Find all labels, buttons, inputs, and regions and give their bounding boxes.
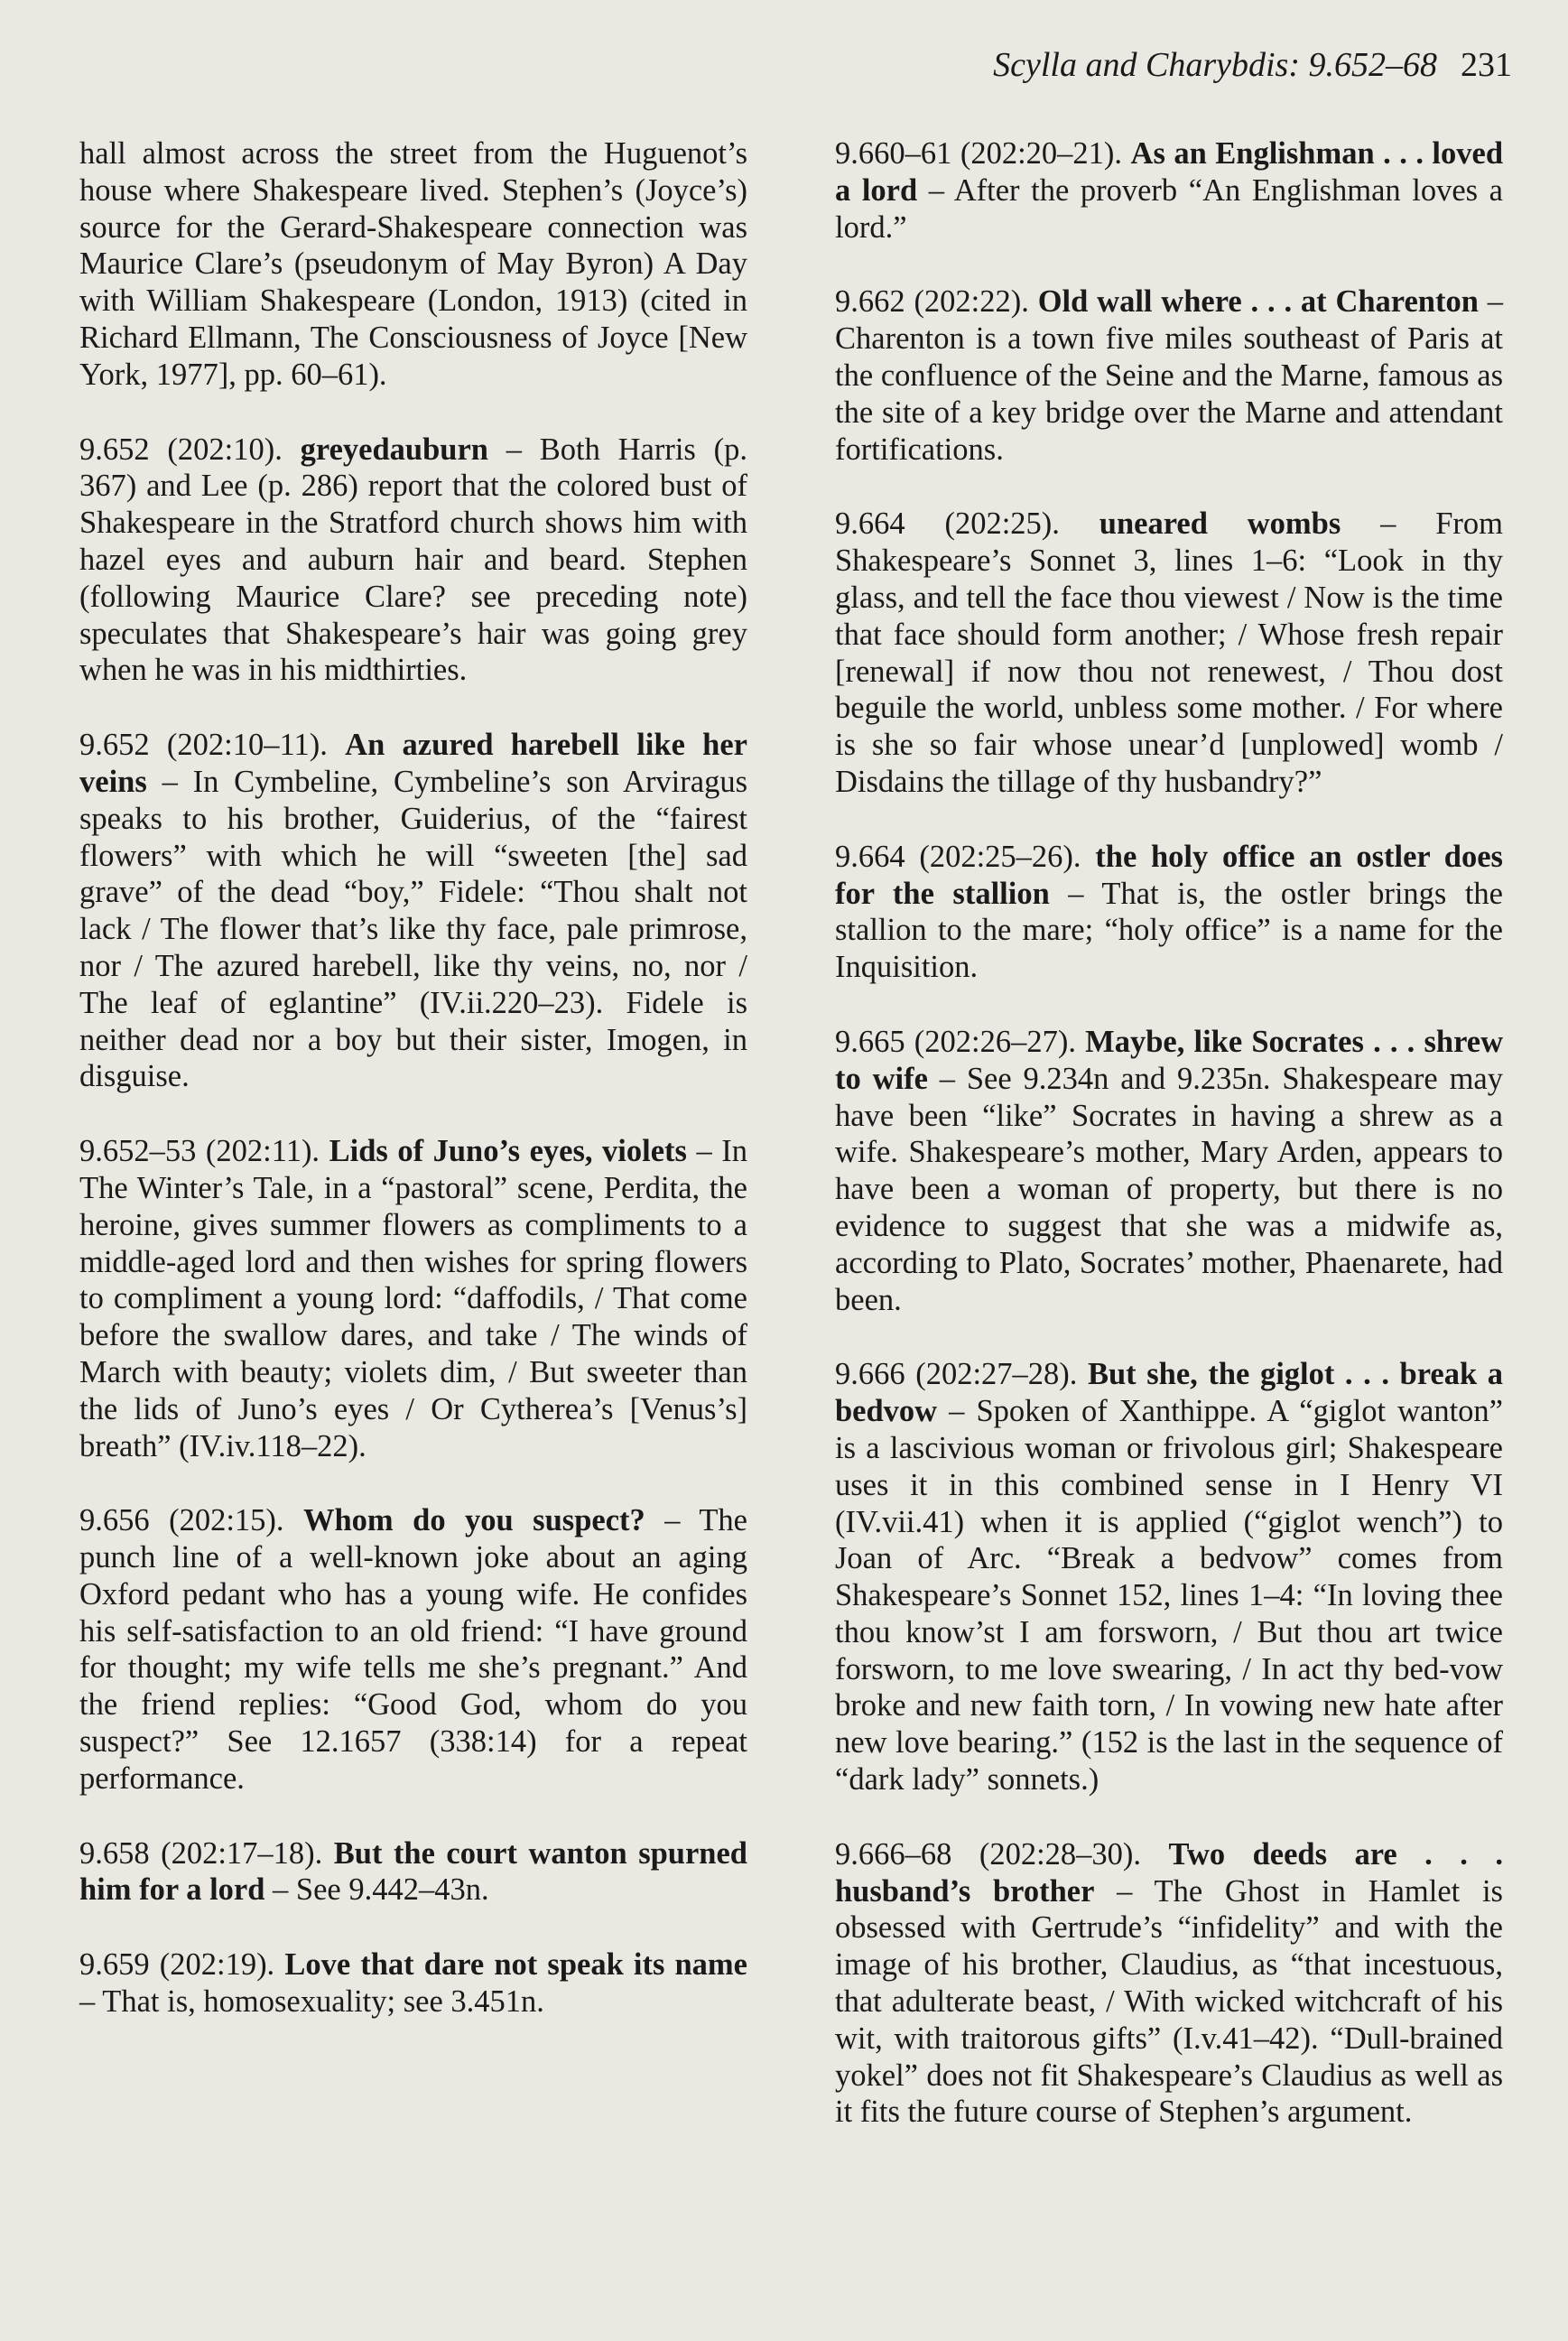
note-lemma: greyedauburn <box>300 432 488 467</box>
note-entry: 9.665 (202:26–27). Maybe, like Socrates . . . shrew to wife – See 9.234n and 9.235n. Shakespeare may have been “like” Socrates in having a shrew as a wife. Shakespeare’s mother, Mary Arden, appears to have been a woman of property, but there is no evidence to suggest that she was a midwife as, according to Plato, Socrates’ mother, Phaenarete, had been. <box>835 1024 1503 1317</box>
right-column <box>835 135 1503 2169</box>
note-entry: 9.659 (202:19). Love that dare not speak its name – That is, homosexuality; see 3.451n. <box>79 1947 747 2020</box>
note-lemma: But she, the giglot . . . break a bedvow <box>835 1357 1503 1429</box>
note-ref: 9.652 (202:10–11). <box>79 728 328 763</box>
note-entry: 9.652–53 (202:11). Lids of Juno’s eyes, violets – In The Winter’s Tale, in a “pastoral” scene, Perdita, the heroine, gives summer flowers as compliments to a middle-aged lord and then wishes for spring flowers to compliment a young lord: “daffodils, / That come before the swallow dares, and take / The winds of March with beauty; violets dim, / But sweeter than the lids of Juno’s eyes / Or Cytherea’s [Venus’s] breath” (IV.iv.118–22). <box>79 1134 748 1463</box>
note-text: That is, homosexuality; see 3.451n. <box>102 1984 544 2020</box>
note-lemma: An azured harebell like her veins <box>79 728 747 799</box>
note-text: From Shakespeare’s Sonnet 3, lines 1–6: “Look in thy glass, and tell the face thou viewest / Now is the time that face should form another; / Whose fresh repair [renewal] if now thou not renewest, / Thou dost beguile the world, unbless some mother. / For where is she so fair whose unear’d [unplowed] womb / Disdains the tillage of thy husbandry?” <box>835 506 1503 799</box>
note-lemma: uneared wombs <box>1099 506 1341 542</box>
note-ref: 9.652–53 (202:11). <box>79 1134 320 1169</box>
note-lemma: Old wall where . . . at Charenton <box>1037 284 1479 320</box>
note-ref: 9.656 (202:15). <box>79 1503 284 1538</box>
note-ref: 9.664 (202:25). <box>835 506 1060 542</box>
note-entry: 9.664 (202:25–26). the holy office an ostler does for the stallion – That is, the ostler brings the stallion to the mare; “holy office” is a name for the Inquisition. <box>835 839 1503 985</box>
note-ref: 9.665 (202:26–27). <box>835 1024 1076 1059</box>
note-ref: 9.666 (202:27–28). <box>835 1357 1078 1392</box>
note-lemma: As an Englishman . . . loved a lord <box>835 136 1504 208</box>
note-ref: 9.652 (202:10). <box>79 432 283 467</box>
note-ref: 9.662 (202:22). <box>835 284 1029 320</box>
note-entry: 9.652 (202:10–11). An azured harebell like her veins – In Cymbeline, Cymbeline’s son Arviragus speaks to his brother, Guiderius, of the “fairest flowers” with which he will “sweeten [the] sad grave” of the dead “boy,” Fidele: “Thou shalt not lack / The flower that’s like thy face, pale primrose, nor / The azured harebell, like thy veins, no, nor / The leaf of eglantine” (IV.ii.220–23). Fidele is neither dead nor a boy but their sister, Imogen, in disguise. <box>79 728 747 1094</box>
note-entry: 9.664 (202:25). uneared wombs – From Shakespeare’s Sonnet 3, lines 1–6: “Look in thy glass, and tell the face thou viewest / Now is the time that face should form another; / Whose fresh repair [renewal] if now thou not renewest, / Thou dost beguile the world, unbless some mother. / For where is she so fair whose unear’d [unplowed] womb / Disdains the tillage of thy husbandry?” <box>835 506 1503 799</box>
note-text: Charenton is a town five miles southeast of Paris at the confluence of the Seine and the Marne, famous as the site of a key bridge over the Marne and attendant fortifications. <box>835 321 1503 467</box>
note-ref: 9.659 (202:19). <box>79 1947 275 1983</box>
note-text: In Cymbeline, Cymbeline’s son Arviragus speaks to his brother, Guiderius, of the “fairest flowers” with which he will “sweeten [the] sad grave” of the dead “boy,” Fidele: “Thou shalt not lack / The flower that’s like thy face, pale primrose, nor / The azured harebell, like thy veins, no, nor / The leaf of eglantine” (IV.ii.220–23). Fidele is neither dead nor a boy but their sister, Imogen, in disguise. <box>79 764 747 1094</box>
note-entry: 9.666–68 (202:28–30). Two deeds are . . . husband’s brother – The Ghost in Hamlet is obsessed with Gertrude’s “infidelity” and with the image of his brother, Claudius, as “that incestuous, that adulterate beast, / With wicked witchcraft of his wit, with traitorous gifts” (I.v.41–42). “Dull-brained yokel” does not fit Shakespeare’s Claudius as well as it fits the future course of Stephen’s argument. <box>835 1836 1503 2130</box>
note-text: The punch line of a well-known joke about an aging Oxford pedant who has a young wife. He confides his self-satisfaction to an old friend: “I have ground for thought; my wife tells me she’s pregnant.” And the friend replies: “Good God, whom do you suspect?” See 12.1657 (338:14) for a repeat performance. <box>79 1503 747 1796</box>
note-entry: 9.656 (202:15). Whom do you suspect? – The punch line of a well-known joke about an aging Oxford pedant who has a young wife. He confides his self-satisfaction to an old friend: “I have ground for thought; my wife tells me she’s pregnant.” And the friend replies: “Good God, whom do you suspect?” See 12.1657 (338:14) for a repeat performance. <box>79 1503 747 1796</box>
note-ref: 9.664 (202:25–26). <box>835 839 1081 874</box>
running-header <box>952 45 1512 85</box>
note-entry: 9.660–61 (202:20–21). As an Englishman . . . loved a lord – After the proverb “An Englishman loves a lord.” <box>835 136 1504 245</box>
note-text: After the proverb “An Englishman loves a lord.” <box>835 172 1503 245</box>
note-text: That is, the ostler brings the stallion to the mare; “holy office” is a name for the Inquisition. <box>835 876 1503 985</box>
note-entry: 9.652 (202:10). greyedauburn – Both Harris (p. 367) and Lee (p. 286) report that the colored bust of Shakespeare in the Stratford church shows him with hazel eyes and auburn hair and beard. Stephen (following Maurice Clare? see preceding note) speculates that Shakespeare’s hair was going grey when he was in his midthirties. <box>79 432 747 688</box>
note-text: Spoken of Xanthippe. A “giglot wanton” is a lascivious woman or frivolous girl; Shakespeare uses it in this combined sense in I Henry VI (IV.vii.41) when it is applied (“giglot wench”) to Joan of Arc. “Break a bedvow” comes from Shakespeare’s Sonnet 152, lines 1–4: “In loving thee thou know’st I am forsworn, / But thou art twice forsworn, to me love swearing, / In act thy bed-vow broke and new faith torn, / In vowing new hate after new love bearing.” (152 is the last in the sequence of “dark lady” sonnets.) <box>835 1394 1503 1798</box>
left-column <box>79 135 747 2058</box>
note-text: The Ghost in Hamlet is obsessed with Gertrude’s “infidelity” and with the image of his brother, Claudius, as “that incestuous, that adulterate beast, / With wicked witchcraft of his wit, with traitorous gifts” (I.v.41–42). “Dull-brained yokel” does not fit Shakespeare’s Claudius as well as it fits the future course of Stephen’s argument. <box>835 1873 1503 2130</box>
page-number: 231 <box>1461 46 1512 84</box>
note-text: Both Harris (p. 367) and Lee (p. 286) report that the colored bust of Shakespeare in the Stratford church shows him with hazel eyes and auburn hair and beard. Stephen (following Maurice Clare? see preceding note) speculates that Shakespeare’s hair was going grey when he was in his midthirties. <box>79 432 747 688</box>
note-lemma: Two deeds are . . . husband’s brother <box>835 1836 1503 1909</box>
note-lemma: Whom do you suspect? <box>303 1503 645 1538</box>
note-text: See 9.442–43n. <box>295 1872 489 1908</box>
note-lemma: the holy office an ostler does for the stallion <box>835 839 1503 911</box>
note-text: hall almost across the street from the Huguenot’s house where Shakespeare lived. Stephen’s (Joyce’s) source for the Gerard-Shakespeare connection was Maurice Clare’s (pseudonym of May Byron) A Day with William Shakespeare (London, 1913) (cited in Richard Ellmann, The Consciousness of Joyce [New York, 1977], pp. 60–61). <box>79 136 747 392</box>
note-entry: 9.658 (202:17–18). But the court wanton spurned him for a lord – See 9.442–43n. <box>79 1835 747 1908</box>
note-entry: 9.662 (202:22). Old wall where . . . at Charenton – Charenton is a town five miles southeast of Paris at the confluence of the Seine and the Marne, famous as the site of a key bridge over the Marne and attendant fortifications. <box>835 284 1503 467</box>
note-entry: 9.666 (202:27–28). But she, the giglot . . . break a bedvow – Spoken of Xanthippe. A “giglot wanton” is a lascivious woman or frivolous girl; Shakespeare uses it in this combined sense in I Henry VI (IV.vii.41) when it is applied (“giglot wench”) to Joan of Arc. “Break a bedvow” comes from Shakespeare’s Sonnet 152, lines 1–4: “In loving thee thou know’st I am forsworn, / But thou art twice forsworn, to me love swearing, / In act thy bed-vow broke and new faith torn, / In vowing new hate after new love bearing.” (152 is the last in the sequence of “dark lady” sonnets.) <box>835 1357 1503 1798</box>
note-lemma: Love that dare not speak its name <box>284 1947 747 1983</box>
note-entry <box>79 135 747 394</box>
note-text: See 9.234n and 9.235n. Shakespeare may have been “like” Socrates in having a shrew as a wife. Shakespeare’s mother, Mary Arden, appears to have been a woman of property, but there is no evidence to suggest that she was a midwife as, according to Plato, Socrates’ mother, Phaenarete, had been. <box>835 1061 1503 1317</box>
note-text: In The Winter’s Tale, in a “pastoral” scene, Perdita, the heroine, gives summer flowers as compliments to a middle-aged lord and then wishes for spring flowers to compliment a young lord: “daffodils, / That come before the swallow dares, and take / The winds of March with beauty; violets dim, / But sweeter than the lids of Juno’s eyes / Or Cytherea’s [Venus’s] breath” (IV.iv.118–22). <box>79 1134 748 1463</box>
note-lemma: Lids of Juno’s eyes, violets <box>329 1134 687 1169</box>
note-ref: 9.660–61 (202:20–21). <box>835 136 1123 171</box>
note-ref: 9.658 (202:17–18). <box>79 1835 323 1871</box>
note-lemma: Maybe, like Socrates . . . shrew to wife <box>835 1024 1503 1096</box>
note-lemma: But the court wanton spurned him for a lord <box>79 1835 747 1908</box>
running-title: Scylla and Charybdis: 9.652–68 <box>993 46 1437 84</box>
note-ref: 9.666–68 (202:28–30). <box>835 1836 1142 1872</box>
